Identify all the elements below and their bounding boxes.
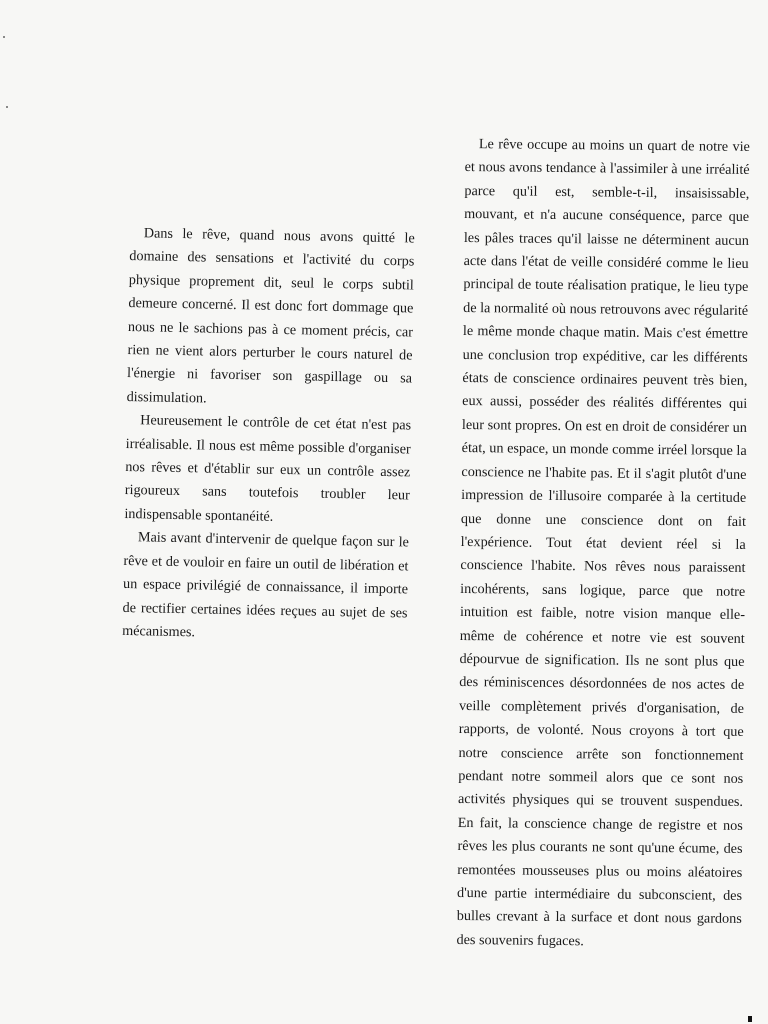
scan-mark xyxy=(748,1016,752,1022)
scan-speck xyxy=(6,106,8,108)
paragraph: Mais avant d'intervenir de quelque façon sur le rêve et de vouloir en faire un outil de libération et un espace privilégié de connaissance, il importe de rectifier certaines idées reçues au sujet de ses mécanismes. xyxy=(121,529,410,641)
left-text-column xyxy=(122,222,415,649)
scan-speck xyxy=(3,36,5,38)
paragraph: Le rêve occupe au moins un quart de notre vie et nous avons tendance à l'assimiler à une irréalité parce qu'il est, semble-t-il, insaisissable, mouvant, et n'a aucune conséquence, parce que les pâles traces qu'il laisse ne déterminent aucun acte dans l'état de veille considéré comme le lieu principal de toute réalisation pratique, le lieu type de la normalité où nous retrouvons avec régularité le même monde chaque matin. Mais c'est émettre une conclusion trop expéditive, car les différents états de conscience ordinaires peuvent très bien, eux aussi, posséder des réalités différentes qui leur sont propres. On est en droit de considérer un état, un espace, un monde comme irréel lorsque la conscience ne l'habite pas. Et il s'agit plutôt d'une impression de l'illusoire comparée à la certitude que donne une conscience dont on fait l'expérience. Tout état devient réel si la conscience l'habite. Nos rêves nous paraissent incohérents, sans logique, parce que notre intuition est faible, notre vision manque elle-même de cohérence et notre vie est souvent dépourvue de signification. Ils ne sont plus que des réminiscences désordonnées de nos actes de veille complètement privés d'organisation, de rapports, de volonté. Nous croyons à tort que notre conscience arrête son fonctionnement pendant notre sommeil alors que ce sont nos activités physiques qui se trouvent suspendues. En fait, la conscience change de registre et nos rêves les plus courants ne sont qu'une écume, des remontées mousseuses plus ou moins aléatoires d'une partie intermédiaire du subconscient, des bulles crevant à la surface et dont nous gardons des souvenirs fugaces. xyxy=(456,136,750,950)
paragraph: Heureusement le contrôle de cet état n'est pas irréalisable. Il nous est même possible d'organiser nos rêves et d'établir sur eux un contrôle assez rigoureux sans toutefois troubler leur indispensable spontanéité. xyxy=(124,412,412,525)
right-text-column xyxy=(456,133,750,955)
paragraph: Dans le rêve, quand nous avons quitté le domaine des sensations et l'activité du corps physique proprement dit, seul le corps subtil demeure concerné. Il est donc fort dommage que nous ne le sachions pas à ce moment précis, car rien ne vient alors perturber le cours naturel de l'énergie ni favoriser son gaspillage ou sa dissimulation. xyxy=(126,225,415,407)
